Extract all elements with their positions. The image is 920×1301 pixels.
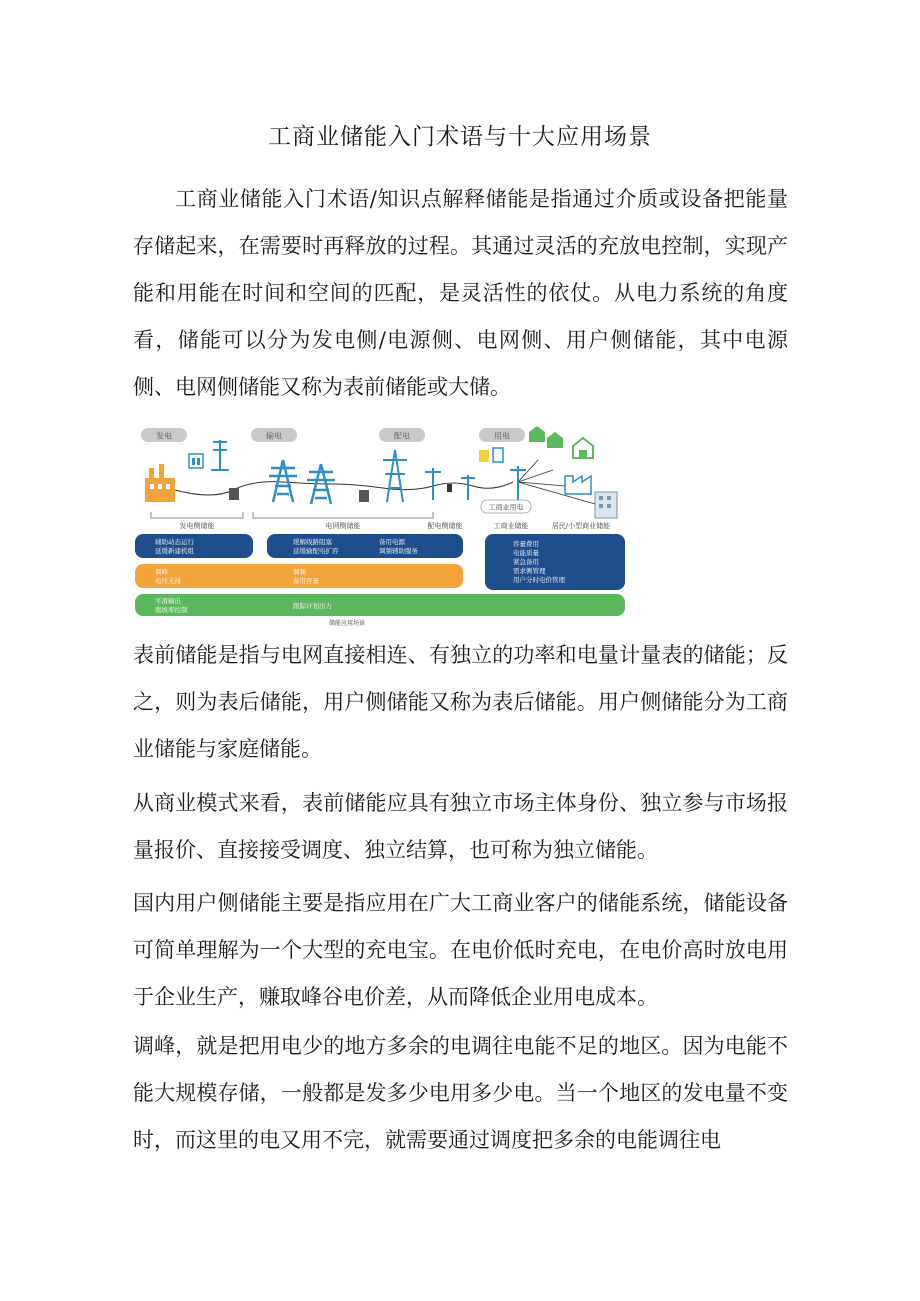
svg-text:爬坡率控制: 爬坡率控制 — [155, 606, 188, 614]
svg-text:跟踪计划出力: 跟踪计划出力 — [293, 602, 332, 610]
svg-text:电压支持: 电压支持 — [155, 577, 181, 585]
pole-icon — [510, 466, 526, 500]
factory-icon — [565, 476, 617, 518]
segment-label: 配电侧储能 — [427, 522, 463, 530]
segment-label: 发电侧储能 — [179, 522, 215, 530]
paragraph-front-of-meter: 表前储能是指与电网直接相连、有独立的功率和电量计量表的储能；反之，则为表后储能，用户侧储能又称为表后储能。用户侧储能分为工商业储能与家庭储能。 — [133, 643, 788, 761]
svg-text:缓解线路阻塞: 缓解线路阻塞 — [293, 538, 332, 546]
figure-illustration — [133, 420, 628, 628]
transmission-wire — [175, 482, 513, 495]
blue-box-grid — [267, 534, 463, 558]
paragraph-user-side: 国内用户侧储能主要是指应用在广大工商业客户的储能系统，储能设备可简单理解为一个大型的充电宝。在电价低时充电，在电价高时放电用于企业生产，赚取峰谷电价差，从而降低企业用电成本。 — [133, 891, 788, 1009]
stage-label: 用电 — [494, 431, 510, 441]
svg-text:紧急备用: 紧急备用 — [513, 558, 539, 566]
battery-icon — [479, 448, 503, 462]
svg-text:延缓新建机组: 延缓新建机组 — [155, 547, 194, 555]
house-icon — [529, 426, 593, 458]
svg-text:备用电源: 备用电源 — [379, 538, 405, 546]
paragraph-peak-shaving: 调峰，就是把用电少的地方多余的电调往电能不足的地区。因为电能不能大规模存储，一般都是发多少电用多少电。当一个地区的发电量不变时，而这里的电又用不完，就需要通过调度把多余的电能调往电 — [133, 1034, 788, 1152]
stage-label: 配电 — [394, 431, 410, 441]
battery-icon — [189, 454, 203, 468]
stage-pill-distribution — [379, 428, 425, 442]
svg-text:电能质量: 电能质量 — [513, 549, 539, 557]
green-box — [135, 594, 625, 616]
stage-pill-consumption — [479, 428, 525, 442]
stage-label: 输电 — [266, 431, 282, 441]
stage-pill-generation — [141, 428, 187, 442]
svg-text:用户分时电价管理: 用户分时电价管理 — [513, 576, 565, 584]
svg-text:辅助动态运行: 辅助动态运行 — [155, 538, 194, 546]
transmission-tower-icon — [269, 460, 297, 502]
segment-bracket — [151, 512, 243, 518]
battery-icon — [229, 488, 369, 502]
blue-box-generation — [135, 534, 253, 558]
distribution-wire — [518, 460, 595, 504]
segment-label: 工商业储能 — [493, 522, 529, 530]
power-plant-icon — [145, 464, 175, 502]
svg-text:容量费用: 容量费用 — [513, 540, 539, 548]
user-label — [481, 500, 531, 513]
paragraph-intro: 工商业储能入门术语/知识点解释储能是指通过介质或设备把能量存储起来，在需要时再释放的过程。其通过灵活的充放电控制，实现产能和用能在时间和空间的匹配，是灵活性的依仗。从电力系统的角度看，储能可以分为发电侧/电源侧、电网侧、用户侧储能，其中电源侧、电网侧储能又称为表前储能或大储。 — [133, 187, 788, 399]
figure-caption: 储能应用场景 — [328, 620, 366, 627]
svg-text:工商业用电: 工商业用电 — [488, 503, 524, 512]
segment-bracket — [253, 512, 433, 518]
svg-text:平滑输出: 平滑输出 — [155, 597, 181, 605]
stage-label: 发电 — [156, 431, 172, 441]
substation-icon — [211, 440, 229, 470]
svg-text:调频辅助服务: 调频辅助服务 — [379, 547, 418, 555]
orange-box — [135, 564, 463, 588]
stage-pill-transmission — [251, 428, 297, 442]
segment-label: 电网侧储能 — [325, 522, 361, 530]
svg-text:备用容量: 备用容量 — [293, 577, 319, 585]
blue-box-user — [485, 534, 625, 590]
paragraph-business-model: 从商业模式来看，表前储能应具有独立市场主体身份、独立参与市场报量报价、直接接受调度、独立结算，也可称为独立储能。 — [133, 791, 788, 862]
storage-application-figure — [133, 420, 628, 628]
svg-text:延缓输配电扩容: 延缓输配电扩容 — [293, 547, 339, 555]
svg-text:需求侧管理: 需求侧管理 — [513, 567, 546, 575]
svg-text:调峰: 调峰 — [155, 568, 168, 576]
document-title: 工商业储能入门术语与十大应用场景 — [268, 124, 652, 150]
distribution-tower-icon — [383, 450, 407, 502]
pole-icon — [425, 468, 475, 500]
svg-text:调频: 调频 — [293, 568, 306, 576]
segment-label: 居民/小型商业储能 — [551, 522, 611, 530]
